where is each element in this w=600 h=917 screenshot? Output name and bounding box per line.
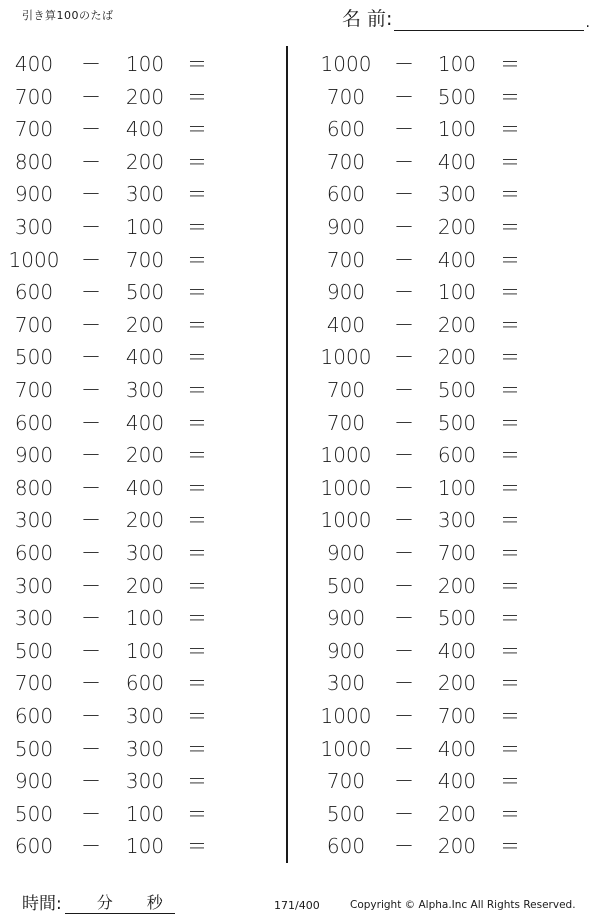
minus-sign: －	[394, 443, 414, 468]
minus-sign: －	[394, 215, 414, 239]
equals-sign: ＝	[500, 736, 520, 761]
equals-sign: ＝	[187, 378, 207, 402]
equals-sign: ＝	[187, 247, 207, 272]
worksheet-title: 引き算100のたば	[22, 9, 114, 22]
subtrahend: 300	[125, 704, 165, 728]
minus-sign: －	[81, 573, 101, 598]
subtrahend: 400	[125, 475, 165, 500]
minus-sign: －	[81, 117, 101, 142]
problem-row-right	[0, 439, 600, 471]
problem-row-right	[0, 276, 600, 308]
problem-row-right	[0, 407, 600, 439]
subtrahend: 200	[125, 149, 165, 174]
time-field	[22, 889, 175, 914]
subtrahend: 100	[437, 117, 477, 142]
equals-sign: ＝	[187, 541, 207, 565]
minus-sign: －	[81, 671, 101, 696]
minuend: 500	[14, 801, 54, 826]
minus-sign: －	[81, 378, 101, 402]
minus-sign: －	[81, 801, 101, 826]
minuend: 900	[326, 541, 366, 565]
minus-sign: －	[81, 52, 101, 76]
equals-sign: ＝	[187, 149, 207, 174]
equals-sign: ＝	[187, 215, 207, 239]
minus-sign: －	[394, 573, 414, 598]
minuend: 600	[326, 182, 366, 207]
subtrahend: 200	[437, 215, 477, 239]
equals-sign: ＝	[500, 215, 520, 239]
problem-row-right	[0, 635, 600, 667]
minus-sign: －	[81, 215, 101, 239]
problem-row-right	[0, 309, 600, 341]
subtrahend: 300	[125, 378, 165, 402]
minuend: 700	[14, 671, 54, 696]
minuend: 1000	[320, 443, 372, 468]
equals-sign: ＝	[187, 671, 207, 696]
minus-sign: －	[81, 704, 101, 728]
minus-sign: －	[81, 182, 101, 207]
minus-sign: －	[394, 280, 414, 305]
minus-sign: －	[81, 541, 101, 565]
minuend: 1000	[320, 704, 372, 728]
subtrahend: 100	[437, 52, 477, 76]
problem-row-right	[0, 146, 600, 178]
equals-sign: ＝	[187, 769, 207, 794]
minus-sign: －	[81, 312, 101, 337]
name-blank-line	[394, 10, 584, 31]
minus-sign: －	[394, 671, 414, 696]
minus-sign: －	[81, 443, 101, 468]
minuend: 400	[326, 312, 366, 337]
equals-sign: ＝	[500, 443, 520, 468]
subtrahend: 500	[437, 378, 477, 402]
minuend: 900	[14, 182, 54, 207]
subtrahend: 400	[437, 149, 477, 174]
equals-sign: ＝	[500, 508, 520, 533]
equals-sign: ＝	[500, 52, 520, 76]
minuend: 300	[326, 671, 366, 696]
minuend: 700	[14, 378, 54, 402]
minuend: 500	[326, 801, 366, 826]
equals-sign: ＝	[500, 149, 520, 174]
subtrahend: 200	[437, 312, 477, 337]
minus-sign: －	[81, 769, 101, 794]
minuend: 500	[14, 736, 54, 761]
minus-sign: －	[394, 182, 414, 207]
name-field	[342, 4, 590, 31]
minuend: 700	[326, 149, 366, 174]
minuend: 500	[14, 638, 54, 663]
equals-sign: ＝	[500, 280, 520, 305]
equals-sign: ＝	[500, 345, 520, 370]
problem-row-right	[0, 537, 600, 569]
minus-sign: －	[394, 378, 414, 402]
equals-sign: ＝	[500, 84, 520, 109]
problem-row-right	[0, 374, 600, 406]
subtrahend: 300	[125, 182, 165, 207]
subtrahend: 100	[125, 606, 165, 631]
subtrahend: 200	[437, 801, 477, 826]
equals-sign: ＝	[500, 378, 520, 402]
minuend: 700	[326, 769, 366, 794]
minus-sign: －	[394, 475, 414, 500]
subtrahend: 100	[437, 280, 477, 305]
minuend: 600	[326, 834, 366, 859]
subtrahend: 200	[437, 345, 477, 370]
subtrahend: 200	[125, 312, 165, 337]
subtrahend: 400	[437, 769, 477, 794]
name-label: 名 前:	[342, 8, 393, 30]
equals-sign: ＝	[187, 345, 207, 370]
minus-sign: －	[394, 606, 414, 631]
minuend: 600	[14, 410, 54, 435]
minus-sign: －	[394, 52, 414, 76]
subtrahend: 500	[125, 280, 165, 305]
minuend: 600	[14, 280, 54, 305]
subtrahend: 400	[437, 736, 477, 761]
copyright-notice: Copyright © Alpha.Inc All Rights Reserved.	[350, 899, 576, 911]
equals-sign: ＝	[187, 475, 207, 500]
minuend: 1000	[8, 247, 60, 272]
problem-row-right	[0, 178, 600, 210]
problem-row-right	[0, 798, 600, 830]
equals-sign: ＝	[187, 52, 207, 76]
equals-sign: ＝	[187, 638, 207, 663]
problem-row-right	[0, 472, 600, 504]
equals-sign: ＝	[500, 117, 520, 142]
minus-sign: －	[394, 149, 414, 174]
minus-sign: －	[81, 606, 101, 631]
problem-row-right	[0, 113, 600, 145]
subtrahend: 100	[125, 215, 165, 239]
subtrahend: 700	[437, 541, 477, 565]
equals-sign: ＝	[500, 704, 520, 728]
minuend: 300	[14, 508, 54, 533]
minuend: 300	[14, 573, 54, 598]
subtrahend: 500	[437, 84, 477, 109]
minus-sign: －	[394, 247, 414, 272]
equals-sign: ＝	[500, 606, 520, 631]
equals-sign: ＝	[187, 508, 207, 533]
subtrahend: 700	[437, 704, 477, 728]
minus-sign: －	[394, 345, 414, 370]
subtrahend: 100	[125, 801, 165, 826]
minus-sign: －	[81, 638, 101, 663]
minus-sign: －	[394, 834, 414, 859]
minutes-label: 分	[96, 893, 113, 912]
subtrahend: 500	[437, 606, 477, 631]
minuend: 700	[326, 410, 366, 435]
problem-row-right	[0, 667, 600, 699]
minus-sign: －	[81, 345, 101, 370]
subtrahend: 500	[437, 410, 477, 435]
minuend: 600	[14, 834, 54, 859]
subtrahend: 600	[125, 671, 165, 696]
problem-row-right	[0, 48, 600, 80]
minus-sign: －	[81, 475, 101, 500]
minuend: 900	[326, 280, 366, 305]
minus-sign: －	[81, 280, 101, 305]
minus-sign: －	[394, 704, 414, 728]
subtrahend: 200	[125, 508, 165, 533]
minus-sign: －	[394, 410, 414, 435]
subtrahend: 300	[125, 736, 165, 761]
subtrahend: 200	[125, 84, 165, 109]
equals-sign: ＝	[500, 638, 520, 663]
subtrahend: 200	[437, 573, 477, 598]
minuend: 700	[14, 84, 54, 109]
equals-sign: ＝	[187, 606, 207, 631]
minuend: 600	[14, 541, 54, 565]
subtrahend: 100	[437, 475, 477, 500]
minus-sign: －	[394, 769, 414, 794]
minuend: 1000	[320, 736, 372, 761]
subtrahend: 600	[437, 443, 477, 468]
minuend: 500	[14, 345, 54, 370]
equals-sign: ＝	[187, 801, 207, 826]
subtrahend: 100	[125, 638, 165, 663]
problem-row-right	[0, 81, 600, 113]
problem-row-right	[0, 504, 600, 536]
equals-sign: ＝	[500, 769, 520, 794]
minuend: 900	[14, 443, 54, 468]
minuend: 500	[326, 573, 366, 598]
page-number: 171/400	[274, 899, 320, 912]
subtrahend: 200	[437, 834, 477, 859]
problem-row-right	[0, 341, 600, 373]
minuend: 600	[14, 704, 54, 728]
problem-row-right	[0, 765, 600, 797]
minus-sign: －	[81, 149, 101, 174]
minuend: 300	[14, 215, 54, 239]
minus-sign: －	[81, 508, 101, 533]
minuend: 300	[14, 606, 54, 631]
minuend: 700	[326, 247, 366, 272]
minus-sign: －	[81, 247, 101, 272]
minuend: 700	[14, 117, 54, 142]
subtrahend: 400	[437, 638, 477, 663]
minus-sign: －	[81, 736, 101, 761]
minus-sign: －	[394, 638, 414, 663]
minuend: 900	[326, 215, 366, 239]
minus-sign: －	[394, 541, 414, 565]
minuend: 1000	[320, 345, 372, 370]
equals-sign: ＝	[500, 801, 520, 826]
seconds-label: 秒	[146, 893, 163, 912]
minuend: 600	[326, 117, 366, 142]
minuend: 1000	[320, 508, 372, 533]
minus-sign: －	[394, 508, 414, 533]
minus-sign: －	[81, 834, 101, 859]
equals-sign: ＝	[187, 834, 207, 859]
equals-sign: ＝	[500, 182, 520, 207]
equals-sign: ＝	[187, 280, 207, 305]
subtrahend: 400	[125, 117, 165, 142]
equals-sign: ＝	[187, 704, 207, 728]
minuend: 1000	[320, 52, 372, 76]
equals-sign: ＝	[187, 573, 207, 598]
subtrahend: 400	[437, 247, 477, 272]
minus-sign: －	[394, 117, 414, 142]
problem-row-right	[0, 570, 600, 602]
subtrahend: 100	[125, 52, 165, 76]
minuend: 900	[326, 606, 366, 631]
subtrahend: 300	[437, 182, 477, 207]
time-label: 時間:	[22, 894, 62, 914]
equals-sign: ＝	[500, 573, 520, 598]
problem-row-right	[0, 602, 600, 634]
minus-sign: －	[394, 312, 414, 337]
equals-sign: ＝	[187, 736, 207, 761]
equals-sign: ＝	[187, 84, 207, 109]
equals-sign: ＝	[187, 410, 207, 435]
subtrahend: 400	[125, 345, 165, 370]
subtrahend: 300	[125, 769, 165, 794]
minuend: 700	[14, 312, 54, 337]
subtrahend: 300	[125, 541, 165, 565]
time-blank-line	[65, 891, 175, 914]
minus-sign: －	[394, 736, 414, 761]
equals-sign: ＝	[500, 671, 520, 696]
minuend: 900	[326, 638, 366, 663]
equals-sign: ＝	[187, 117, 207, 142]
equals-sign: ＝	[187, 443, 207, 468]
equals-sign: ＝	[500, 834, 520, 859]
subtrahend: 100	[125, 834, 165, 859]
minuend: 1000	[320, 475, 372, 500]
equals-sign: ＝	[187, 182, 207, 207]
subtrahend: 700	[125, 247, 165, 272]
problem-row-right	[0, 733, 600, 765]
problem-row-right	[0, 244, 600, 276]
subtrahend: 300	[437, 508, 477, 533]
minus-sign: －	[394, 801, 414, 826]
subtrahend: 200	[125, 443, 165, 468]
minuend: 700	[326, 84, 366, 109]
subtrahend: 400	[125, 410, 165, 435]
equals-sign: ＝	[500, 247, 520, 272]
minuend: 400	[14, 52, 54, 76]
subtrahend: 200	[125, 573, 165, 598]
equals-sign: ＝	[500, 410, 520, 435]
problem-row-right	[0, 700, 600, 732]
minus-sign: －	[81, 84, 101, 109]
name-end-dot: .	[585, 15, 590, 31]
equals-sign: ＝	[500, 475, 520, 500]
minuend: 700	[326, 378, 366, 402]
equals-sign: ＝	[500, 312, 520, 337]
problem-row-right	[0, 211, 600, 243]
problem-row-right	[0, 830, 600, 862]
minus-sign: －	[394, 84, 414, 109]
subtrahend: 200	[437, 671, 477, 696]
minuend: 800	[14, 475, 54, 500]
equals-sign: ＝	[500, 541, 520, 565]
minus-sign: －	[81, 410, 101, 435]
equals-sign: ＝	[187, 312, 207, 337]
minuend: 900	[14, 769, 54, 794]
minuend: 800	[14, 149, 54, 174]
